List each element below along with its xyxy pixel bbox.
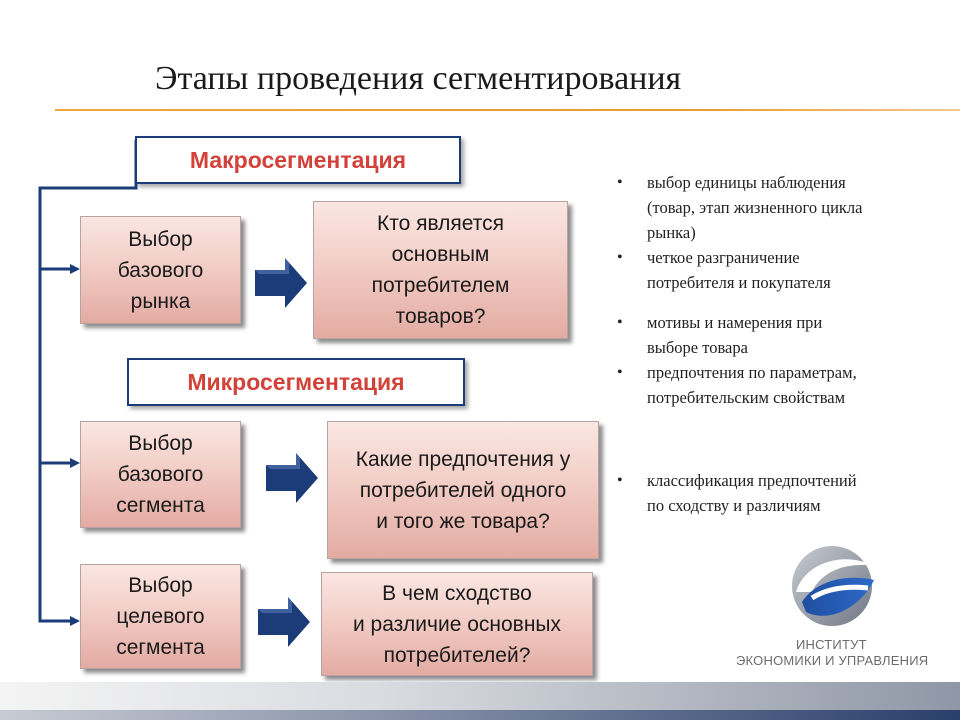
step-3-label-box xyxy=(80,564,241,669)
step-1-question-box xyxy=(313,201,568,339)
step-2-label: Выбор базового сегмента xyxy=(116,432,205,517)
connector-main-line xyxy=(40,140,136,621)
step-2-question-box xyxy=(327,421,599,559)
stage-label-micro: Микросегментация xyxy=(127,358,465,406)
institute-logo-text: ИНСТИТУТ ЭКОНОМИКИ И УПРАВЛЕНИЯ xyxy=(736,637,929,668)
stage-label-macro: Макросегментация xyxy=(135,136,461,184)
step-3-question: В чем сходство и различие основных потребителей? xyxy=(352,581,562,667)
note-item: • классификация предпочтений по сходству и различиям xyxy=(615,468,945,518)
notes-list xyxy=(615,170,945,518)
note-item: • выбор единицы наблюдения (товар, этап жизненного цикла рынка) xyxy=(615,170,945,245)
step-1-label: Выбор базового рынка xyxy=(117,227,204,313)
block-arrow-icon xyxy=(255,258,307,308)
connector-arrowhead-1 xyxy=(70,264,80,274)
connector-arrowhead-3 xyxy=(70,616,80,626)
step-2-label-box xyxy=(80,421,241,528)
step-3-question-box xyxy=(321,572,593,676)
block-arrow-icon xyxy=(258,597,310,647)
note-item: • четкое разграничение потребителя и покупателя xyxy=(615,245,945,295)
footer-bar xyxy=(0,682,960,720)
step-3-label: Выбор целевого сегмента xyxy=(116,574,205,659)
block-arrow-icon xyxy=(266,453,318,503)
step-1-question: Кто является основным потребителем товаров? xyxy=(371,212,510,328)
note-item: • предпочтения по параметрам, потребительским свойствам xyxy=(615,360,945,410)
step-2-question: Какие предпочтения у потребителей одного и того же товара? xyxy=(355,447,571,533)
slide-title: Этапы проведения сегментирования xyxy=(155,60,682,97)
institute-logo-icon xyxy=(782,540,882,628)
connector-arrowhead-2 xyxy=(70,458,80,468)
note-item: • мотивы и намерения при выборе товара xyxy=(615,310,945,360)
step-1-label-box xyxy=(80,216,241,324)
